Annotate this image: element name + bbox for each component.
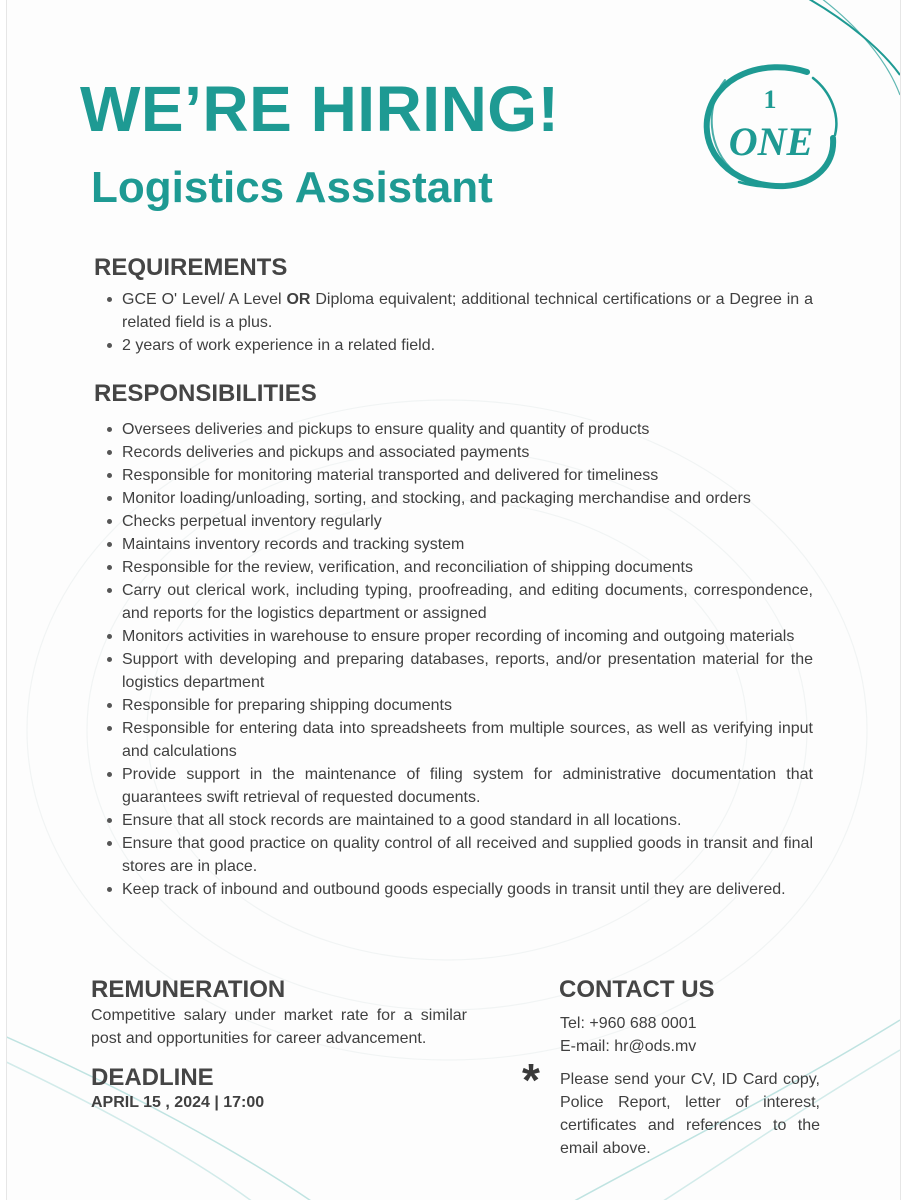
responsibility-item: Ensure that all stock records are maintained to a good standard in all locations. (95, 809, 813, 832)
requirement-item: 2 years of work experience in a related field. (95, 334, 813, 357)
logo-word: ONE (728, 119, 814, 164)
requirement-item: GCE O' Level/ A Level OR Diploma equivalent; additional technical certifications or a Degree in a related field is a plus. (95, 288, 813, 334)
asterisk-marker: * (522, 1054, 540, 1106)
responsibility-item: Oversees deliveries and pickups to ensure quality and quantity of products (95, 418, 813, 441)
responsibility-item: Checks perpetual inventory regularly (95, 510, 813, 533)
hiring-headline: WE’RE HIRING! (80, 73, 560, 145)
responsibility-item: Responsible for monitoring material transported and delivered for timeliness (95, 464, 813, 487)
responsibility-item: Provide support in the maintenance of filing system for administrative documentation that guarantees swift retrieval of requested documents. (95, 763, 813, 809)
contact-note: Please send your CV, ID Card copy, Police Report, letter of interest, certificates and references to the email above. (560, 1071, 820, 1157)
responsibility-item: Support with developing and preparing databases, reports, and/or presentation material for the logistics department (95, 648, 813, 694)
deadline-date: APRIL 15 , 2024 | 17:00 (91, 1094, 265, 1111)
contact-heading: CONTACT US (559, 976, 715, 1003)
responsibility-item: Records deliveries and pickups and associated payments (95, 441, 813, 464)
requirements-list (95, 288, 813, 357)
responsibility-item: Monitors activities in warehouse to ensure proper recording of incoming and outgoing materials (95, 625, 813, 648)
responsibility-item: Responsible for entering data into spreadsheets from multiple sources, as well as verifying input and calculations (95, 717, 813, 763)
responsibility-item: Ensure that good practice on quality control of all received and supplied goods in transit and final stores are in place. (95, 832, 813, 878)
remuneration-heading: REMUNERATION (91, 976, 286, 1003)
job-title: Logistics Assistant (91, 163, 493, 212)
logo-numeral: 1 (763, 85, 777, 114)
responsibility-item: Responsible for the review, verification, and reconciliation of shipping documents (95, 556, 813, 579)
responsibility-item: Carry out clerical work, including typing, proofreading, and editing documents, correspondence, and reports for the logistics department or assigned (95, 579, 813, 625)
deadline-heading: DEADLINE (91, 1064, 214, 1091)
responsibility-item: Responsible for preparing shipping documents (95, 694, 813, 717)
contact-email: E-mail: hr@ods.mv (560, 1038, 697, 1055)
responsibilities-list (95, 418, 813, 901)
contact-tel: Tel: +960 688 0001 (560, 1015, 697, 1032)
requirements-heading: REQUIREMENTS (94, 254, 288, 281)
responsibility-item: Keep track of inbound and outbound goods especially goods in transit until they are delivered. (95, 878, 813, 901)
responsibilities-heading: RESPONSIBILITIES (94, 380, 317, 407)
remuneration-text: Competitive salary under market rate for a similar post and opportunities for career advancement. (91, 1007, 467, 1047)
company-logo (695, 60, 845, 195)
job-posting-page (6, 0, 901, 1200)
responsibility-item: Maintains inventory records and tracking system (95, 533, 813, 556)
responsibility-item: Monitor loading/unloading, sorting, and stocking, and packaging merchandise and orders (95, 487, 813, 510)
